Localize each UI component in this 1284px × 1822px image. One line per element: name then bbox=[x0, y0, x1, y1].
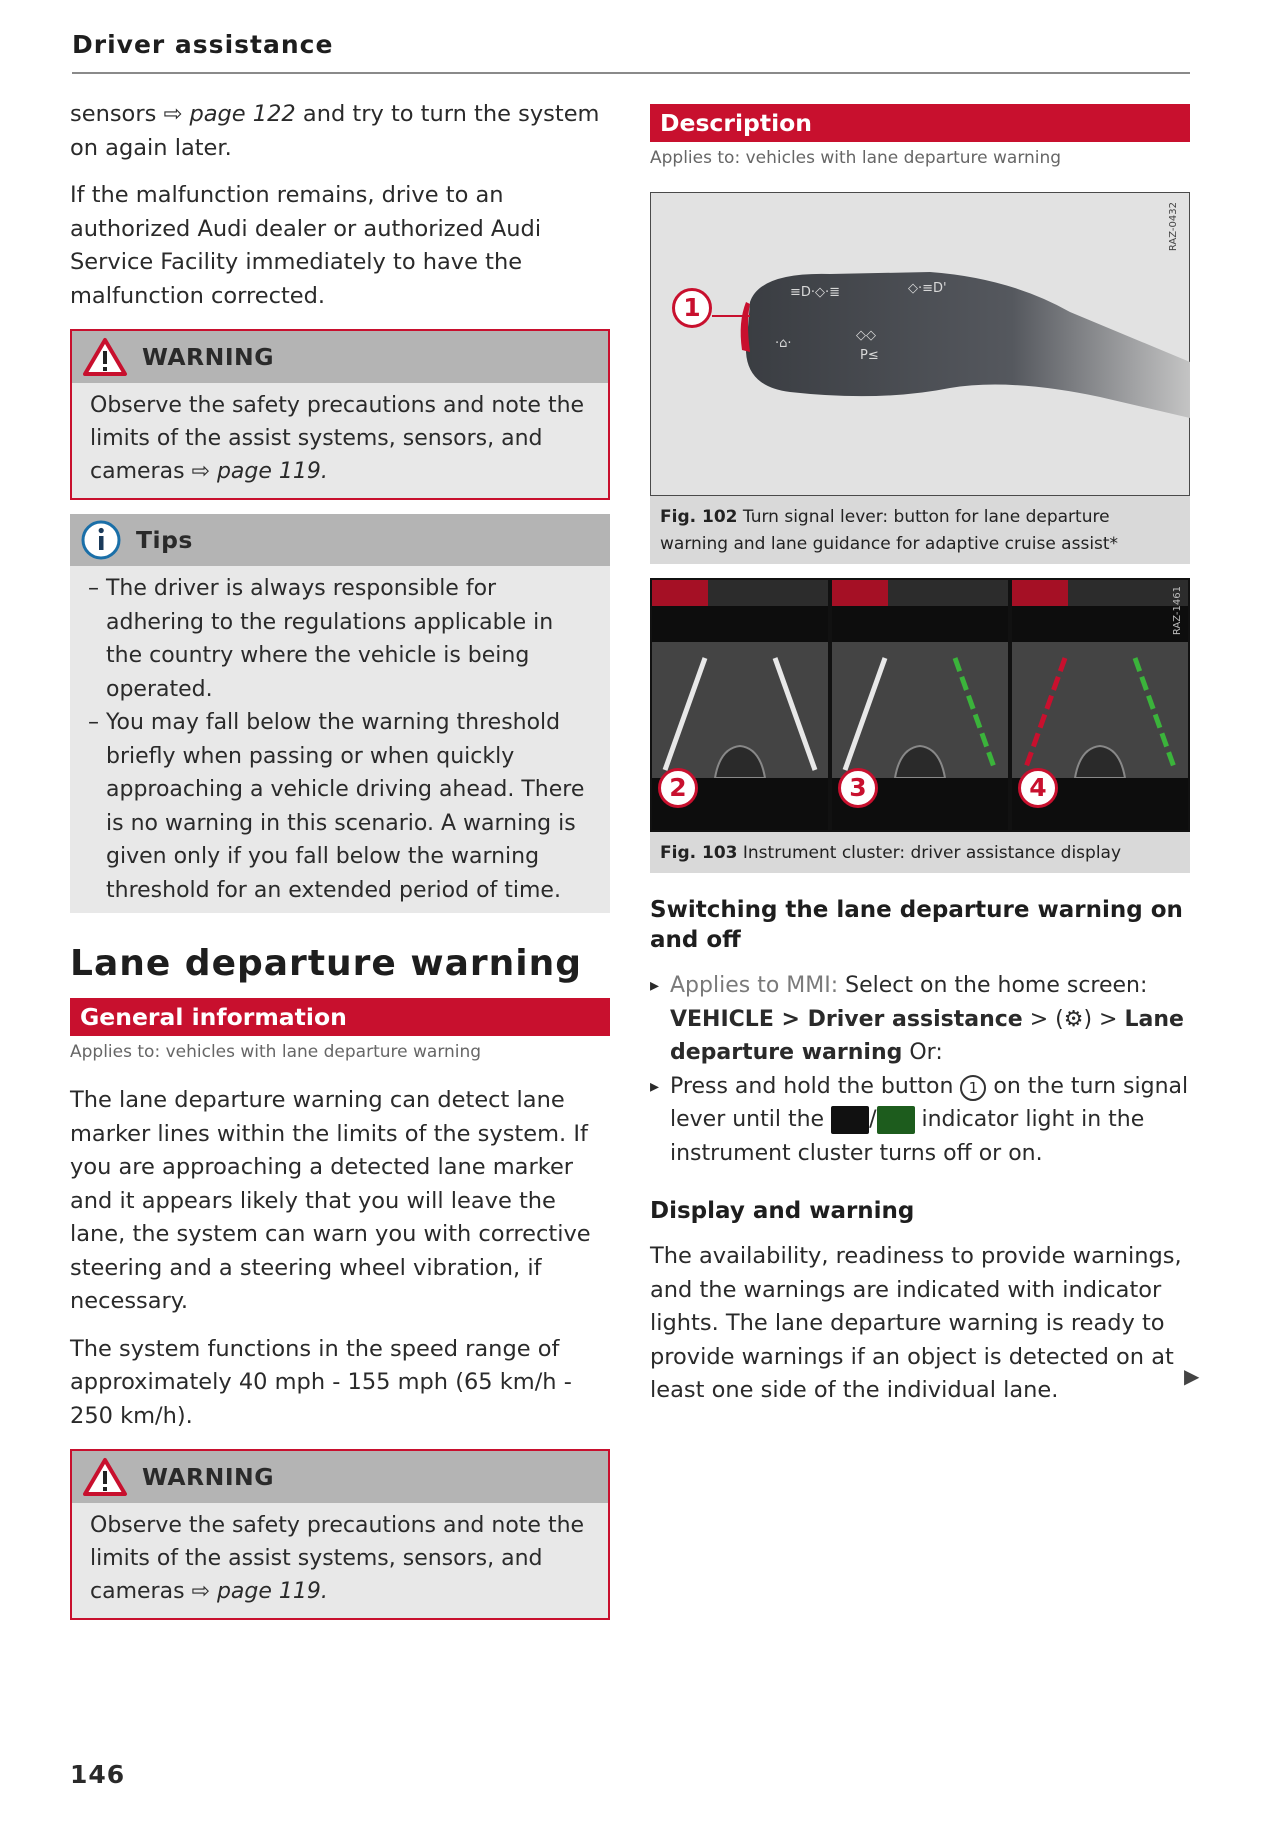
continue-arrow-icon: ▶ bbox=[1184, 1364, 1200, 1388]
header-title: Driver assistance bbox=[72, 30, 334, 59]
panel-callout-4: 4 bbox=[1018, 768, 1058, 808]
paragraph-sensors: sensors ⇨ page 122 and try to turn the system on again later. bbox=[70, 101, 600, 161]
paragraph-malfunction: If the malfunction remains, drive to an authorized Audi dealer or authorized Audi Service Facility immediately to have the malfunction corrected. bbox=[70, 182, 542, 309]
right-column bbox=[650, 104, 1190, 1422]
figure-caption: Fig. 102 Turn signal lever: button for lane departure warning and lane guidance for adaptive cruise assist* bbox=[660, 507, 1119, 554]
fig102-callout: 1 bbox=[672, 288, 712, 328]
applies-note: Applies to: vehicles with lane departure warning bbox=[70, 1042, 482, 1062]
left-column bbox=[70, 98, 610, 1620]
figure-102 bbox=[650, 192, 1190, 564]
svg-text:·⌂·: ·⌂· bbox=[775, 336, 792, 351]
lane-warning-off-indicator-icon bbox=[831, 1106, 869, 1134]
section-title: Lane departure warning bbox=[70, 943, 583, 984]
figure-code: RAZ-1461 bbox=[1172, 586, 1183, 636]
page-link[interactable]: ⇨ page 119. bbox=[191, 459, 328, 484]
tips-box bbox=[70, 514, 610, 913]
paragraph-lane-detect: The lane departure warning can detect lane marker lines within the limits of the system. If you are approaching a detected lane marker and it appears likely that you will leave the lane, the system can warn you with corrective steering and a steering wheel vibration, if necessary. bbox=[70, 1087, 591, 1314]
panel-callout-2: 2 bbox=[658, 768, 698, 808]
instrument-cluster-illustration bbox=[650, 578, 1190, 832]
tip-item: – The driver is always responsible for adhering to the regulations applicable in the country where the vehicle is being operated. bbox=[88, 576, 554, 702]
button-callout-1: 1 bbox=[960, 1075, 986, 1101]
warning-header bbox=[72, 1451, 608, 1503]
svg-text:≡D·◇·≣: ≡D·◇·≣ bbox=[790, 285, 841, 300]
display-heading: Display and warning bbox=[650, 1198, 915, 1224]
applies-note: Applies to: vehicles with lane departure warning bbox=[650, 148, 1062, 168]
gear-icon: ⚙ bbox=[1063, 1006, 1084, 1032]
panel-callout-3: 3 bbox=[838, 768, 878, 808]
warning-triangle-icon bbox=[82, 337, 128, 377]
warning-triangle-icon bbox=[82, 1457, 128, 1497]
warning-box bbox=[70, 1449, 610, 1620]
page-link[interactable]: ⇨ page 119. bbox=[191, 1579, 328, 1604]
paragraph-speed-range: The system functions in the speed range of approximately 40 mph - 155 mph (65 km/h - 250 km/h). bbox=[70, 1335, 572, 1429]
general-info-heading: General information bbox=[70, 998, 610, 1036]
tips-list bbox=[70, 566, 610, 913]
warning-header bbox=[72, 331, 608, 383]
svg-text:◇◇: ◇◇ bbox=[856, 328, 876, 343]
warning-body: Observe the safety precautions and note the limits of the assist systems, sensors, and cameras ⇨ page 119. bbox=[90, 393, 585, 484]
warning-box bbox=[70, 329, 610, 500]
figure-caption: Fig. 103 Instrument cluster: driver assistance display bbox=[660, 843, 1122, 863]
figure-code: RAZ-0432 bbox=[1168, 202, 1179, 252]
page-header bbox=[72, 30, 1190, 74]
step-button: ▸ Press and hold the button 1 on the turn signal lever until the / indicator light in the instrument cluster turns off or on. bbox=[650, 1070, 1190, 1171]
switching-steps bbox=[650, 969, 1190, 1170]
paragraph-display: The availability, readiness to provide warnings, and the warnings are indicated with indicator lights. The lane departure warning is ready to provide warnings if an object is detected on at least one side of the individual lane. bbox=[650, 1243, 1182, 1403]
tips-title: Tips bbox=[136, 526, 193, 554]
svg-text:◇·≡D': ◇·≡D' bbox=[908, 281, 947, 296]
tips-header bbox=[70, 514, 610, 566]
warning-title: WARNING bbox=[142, 1463, 275, 1491]
lane-warning-on-indicator-icon bbox=[877, 1106, 915, 1134]
warning-body: Observe the safety precautions and note the limits of the assist systems, sensors, and cameras ⇨ page 119. bbox=[90, 1513, 585, 1604]
turn-signal-lever-illustration bbox=[650, 192, 1190, 496]
page-number: 146 bbox=[70, 1760, 126, 1789]
page-link[interactable]: ⇨ page 122 bbox=[163, 101, 296, 127]
figure-103 bbox=[650, 578, 1190, 873]
svg-text:P≤: P≤ bbox=[860, 348, 879, 363]
step-mmi: ▸ Applies to MMI: Select on the home screen: VEHICLE > Driver assistance > (⚙) > Lane departure warning Or: bbox=[650, 969, 1190, 1070]
switching-heading: Switching the lane departure warning on and off bbox=[650, 897, 1183, 953]
warning-title: WARNING bbox=[142, 343, 275, 371]
description-heading: Description bbox=[650, 104, 1190, 142]
tip-item: – You may fall below the warning threshold briefly when passing or when quickly approaching a vehicle driving ahead. There is no warning in this scenario. A warning is given only if you fall below the warning threshold for an extended period of time. bbox=[88, 710, 585, 903]
info-icon bbox=[80, 519, 122, 561]
